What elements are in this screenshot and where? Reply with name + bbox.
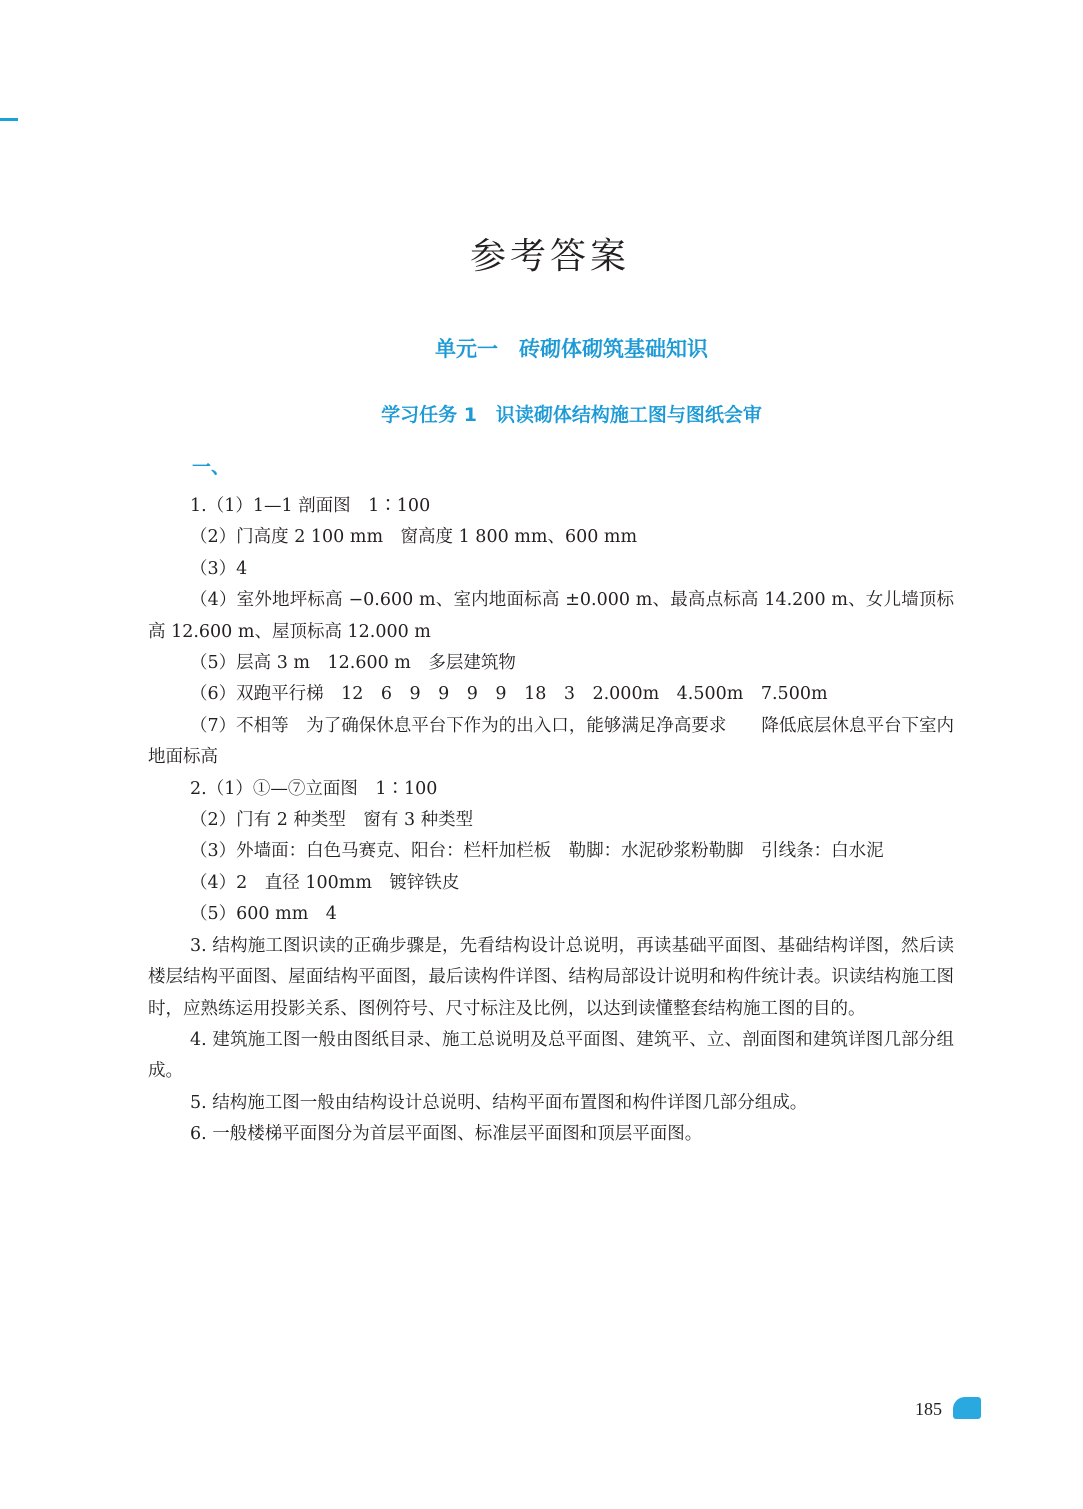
answer-paragraph: （4）室外地坪标高 −0.600 m、室内地面标高 ±0.000 m、最高点标高 14.200 m、女儿墙顶标高 12.600 m、屋顶标高 12.000 m [148,590,954,642]
page-tab-decoration [953,1397,981,1419]
answer-paragraph: 1.（1）1—1 剖面图 1∶100 [190,496,431,516]
unit-heading: 单元一 砖砌体砌筑基础知识 [435,337,708,361]
answer-paragraph: 4. 建筑施工图一般由图纸目录、施工总说明及总平面图、建筑平、立、剖面图和建筑详图几部分组成。 [148,1029,954,1082]
answer-paragraph: （2）门高度 2 100 mm 窗高度 1 800 mm、600 mm [190,527,638,548]
section-marker: 一、 [192,456,231,478]
task-heading: 学习任务 1 识读砌体结构施工图与图纸会审 [381,404,762,426]
answer-paragraph: （3）4 [190,558,248,579]
answer-paragraph: （3）外墙面：白色马赛克、阳台：栏杆加栏板 勒脚：水泥砂浆粉勒脚 引线条：白水泥 [190,841,884,862]
answer-paragraph: （2）门有 2 种类型 窗有 3 种类型 [190,810,474,831]
answer-paragraph: （6）双跑平行梯 12 6 9 9 9 9 18 3 2.000m 4.500m 7.500m [190,684,828,705]
answer-paragraph: 3. 结构施工图识读的正确步骤是，先看结构设计总说明，再读基础平面图、基础结构详图，然后读楼层结构平面图、屋面结构平面图，最后读构件详图、结构局部设计说明和构件统计表。识读结构施工图时，应熟练运用投影关系、图例符号、尺寸标注及比例，以达到读懂整套结构施工图的目的。 [148,935,954,1019]
answer-paragraph: （5）600 mm 4 [190,904,337,925]
page-title: 参考答案 [469,236,630,277]
corner-accent-mark [0,118,18,121]
answer-paragraph: （5）层高 3 m 12.600 m 多层建筑物 [190,653,516,674]
answer-body [148,491,954,1151]
answer-paragraph: 5. 结构施工图一般由结构设计总说明、结构平面布置图和构件详图几部分组成。 [190,1092,808,1113]
answer-paragraph: （4）2 直径 100mm 镀锌铁皮 [190,872,460,893]
page-number: 185 [915,1399,942,1419]
answer-paragraph: （7）不相等 为了确保休息平台下作为的出入口，能够满足净高要求 降低底层休息平台下室内地面标高 [148,715,954,768]
answer-paragraph: 6. 一般楼梯平面图分为首层平面图、标准层平面图和顶层平面图。 [190,1124,703,1145]
answer-paragraph: 2.（1）①—⑦立面图 1∶100 [190,778,438,799]
